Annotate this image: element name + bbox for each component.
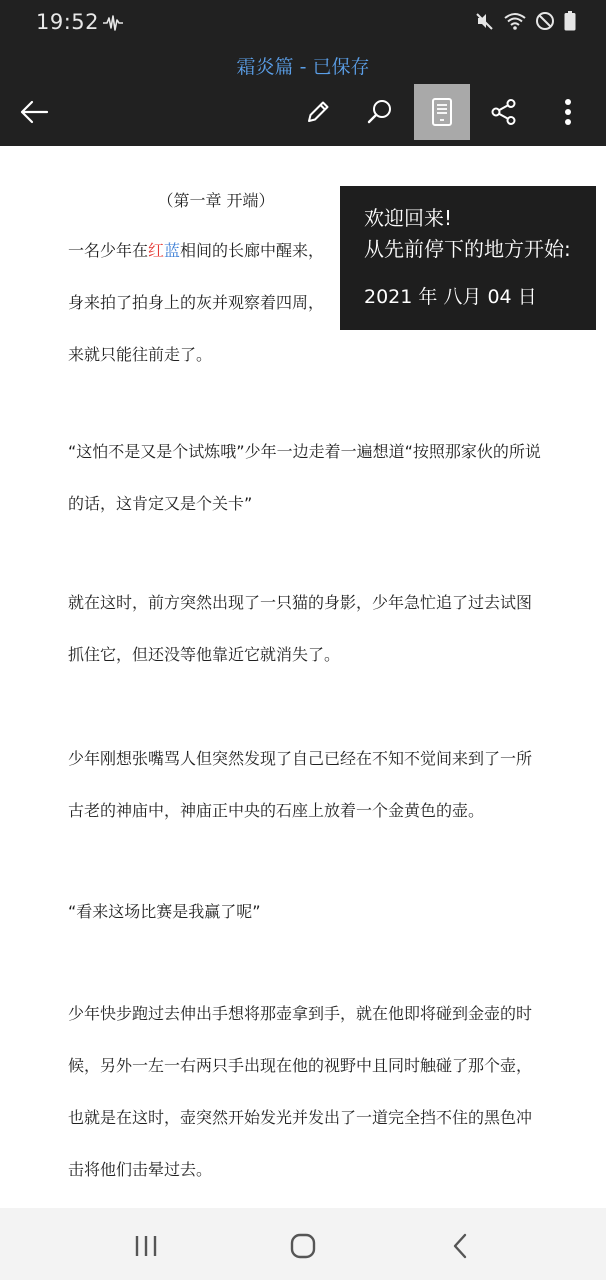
recent-apps-icon xyxy=(133,1234,159,1258)
reader-mode-icon xyxy=(431,97,453,127)
paragraph: “看来这场比赛是我赢了呢” xyxy=(68,902,261,921)
text-run-red: 红 xyxy=(148,241,165,260)
pencil-icon xyxy=(304,98,332,126)
text-run: 一名少年在 xyxy=(68,241,149,260)
do-not-disturb-icon xyxy=(535,11,555,31)
more-vertical-icon xyxy=(564,98,572,126)
paragraph: 少年快步跑过去伸出手想将那壶拿到手，就在他即将碰到金壶的时候，另外一左一右两只手出现在他的视野中且同时触碰了那个壶，也就是在这时，壶突然开始发光并发出了一道完全挡不住的黑色冲击将他们击晕过去。 xyxy=(68,1004,533,1179)
back-button[interactable] xyxy=(6,84,62,140)
chapter-title: （第一章 开端） xyxy=(157,191,275,210)
text-line: 身来拍了拍身上的灰并观察着四周， xyxy=(68,293,325,312)
search-button[interactable] xyxy=(352,84,408,140)
system-nav-bar xyxy=(0,1208,606,1280)
paragraph: 少年刚想张嘴骂人但突然发现了自己已经在不知不觉间来到了一所古老的神庙中，神庙正中央的石座上放着一个金黄色的壶。 xyxy=(68,749,533,820)
paragraph: “这怕不是又是个试炼哦”少年一边走着一遍想道“按照那家伙的所说的话，这肯定又是个关卡” xyxy=(68,442,541,513)
text-run: 相间的长廊中醒来， xyxy=(180,241,325,260)
chevron-left-icon xyxy=(450,1233,470,1259)
paragraph: 就在这时，前方突然出现了一只猫的身影，少年急忙追了过去试图抓住它，但还没等他靠近它就消失了。 xyxy=(68,593,533,664)
battery-icon xyxy=(564,11,576,31)
status-time: 19:52 xyxy=(36,10,100,34)
audio-wave-icon xyxy=(102,14,124,32)
home-icon xyxy=(290,1233,316,1259)
share-icon xyxy=(490,98,518,126)
status-icons xyxy=(475,11,576,31)
document-title: 霜炎篇 - 已保存 xyxy=(236,56,370,78)
text-line: 来就只能往前走了。 xyxy=(68,345,213,364)
last-position-date: 2021 年 八月 04 日 xyxy=(364,286,537,308)
app-bar xyxy=(0,46,606,146)
mute-icon xyxy=(475,11,495,31)
share-button[interactable] xyxy=(476,84,532,140)
wifi-icon xyxy=(504,11,526,31)
text-run-blue: 蓝 xyxy=(164,241,181,260)
welcome-message: 从先前停下的地方开始: xyxy=(364,237,571,261)
home-button[interactable] xyxy=(281,1224,325,1268)
recent-apps-button[interactable] xyxy=(124,1224,168,1268)
search-icon xyxy=(366,98,394,126)
more-options-button[interactable] xyxy=(540,84,596,140)
status-bar xyxy=(0,0,606,46)
arrow-left-icon xyxy=(19,100,49,124)
welcome-heading: 欢迎回来! xyxy=(364,206,453,230)
nav-back-button[interactable] xyxy=(438,1224,482,1268)
edit-button[interactable] xyxy=(290,84,346,140)
welcome-back-popup[interactable] xyxy=(340,186,596,330)
reader-mode-button[interactable] xyxy=(414,84,470,140)
